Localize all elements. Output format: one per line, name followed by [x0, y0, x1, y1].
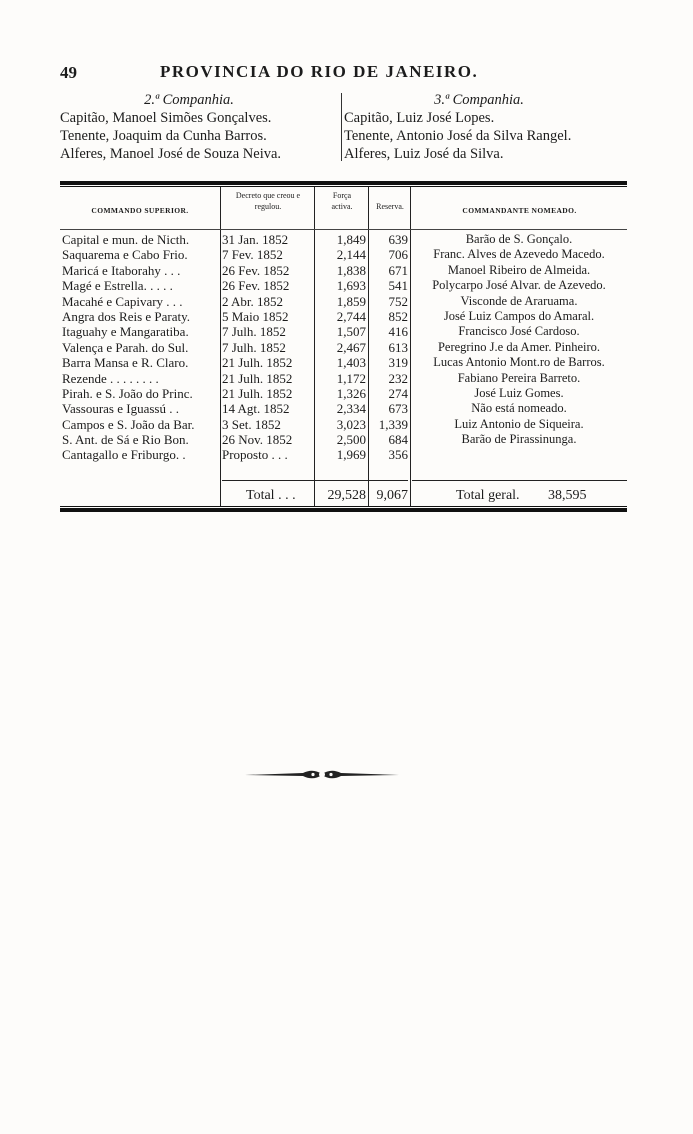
cell-commander: Polycarpo José Alvar. de Azevedo. — [432, 278, 606, 293]
cell-commander: José Luiz Gomes. — [474, 385, 564, 400]
cell-force: 1,172 — [336, 370, 366, 386]
cell-reserve: 752 — [388, 293, 408, 309]
grand-total-value: 38,595 — [548, 488, 587, 503]
header-commander: COMMANDANTE NOMEADO. — [462, 206, 577, 215]
cell-commander: Lucas Antonio Mont.ro de Barros. — [433, 355, 605, 370]
totals-rule — [222, 480, 408, 481]
cell-command: Campos e S. João da Bar. — [62, 416, 195, 432]
cell-reserve: 673 — [388, 401, 408, 417]
cell-force: 2,467 — [336, 339, 366, 355]
table-row — [60, 355, 627, 370]
table-grid — [60, 187, 627, 506]
total-force: 29,528 — [327, 488, 366, 503]
table-row — [60, 232, 627, 247]
table-row — [60, 294, 627, 309]
cell-commander: Franc. Alves de Azevedo Macedo. — [433, 247, 605, 262]
cell-force: 1,326 — [336, 385, 366, 401]
cell-commander: Manoel Ribeiro de Almeida. — [447, 262, 591, 277]
table-row — [60, 340, 627, 355]
table-row — [60, 432, 627, 447]
totals-rule — [412, 480, 627, 481]
cell-decree: 7 Fev. 1852 — [222, 247, 283, 263]
cell-commander: Barão de Pirassinunga. — [461, 432, 577, 447]
cell-force: 1,403 — [336, 355, 366, 371]
table-top-rule — [60, 181, 627, 185]
cell-command: Barra Mansa e R. Claro. — [62, 355, 189, 371]
cell-commander: Peregrino J.e da Amer. Pinheiro. — [437, 339, 601, 354]
cell-reserve: 319 — [388, 355, 408, 371]
cell-reserve: 613 — [388, 339, 408, 355]
cell-command: Rezende . . . . . . . . — [62, 370, 159, 386]
cell-command: Valença e Parah. do Sul. — [62, 339, 189, 355]
cell-decree: 31 Jan. 1852 — [222, 232, 289, 247]
cell-force: 1,859 — [336, 293, 366, 309]
cell-command: Pirah. e S. João do Princ. — [62, 385, 193, 401]
cell-reserve: 274 — [388, 385, 408, 401]
cell-decree: 21 Julh. 1852 — [222, 355, 293, 371]
cell-commander: Francisco José Cardoso. — [458, 324, 580, 339]
table-row — [60, 324, 627, 339]
cell-force: 2,334 — [336, 401, 366, 417]
cell-command: Angra dos Reis e Paraty. — [62, 308, 191, 324]
cell-reserve: 541 — [388, 278, 408, 294]
cell-reserve: 706 — [388, 247, 408, 263]
cell-commander: Não está nomeado. — [471, 401, 567, 416]
cell-reserve: 852 — [388, 308, 408, 324]
cell-command: Saquarema e Cabo Frio. — [62, 247, 188, 263]
cell-command: Itaguahy e Mangaratiba. — [62, 324, 189, 340]
table-row — [60, 447, 627, 462]
cell-command: Cantagallo e Friburgo. . — [62, 447, 186, 463]
cell-decree: 26 Fev. 1852 — [222, 278, 290, 294]
cell-force: 2,144 — [336, 247, 366, 263]
cell-command: Magé e Estrella. . . . . — [62, 278, 173, 294]
cell-reserve: 671 — [388, 262, 408, 278]
cell-decree: 3 Set. 1852 — [222, 416, 281, 432]
cell-force: 1,507 — [336, 324, 366, 340]
cell-reserve: 684 — [388, 432, 408, 448]
table-row — [60, 386, 627, 401]
cell-commander: Luiz Antonio de Siqueira. — [454, 416, 584, 431]
company-officer: Alferes, Luiz José da Silva. — [344, 146, 504, 162]
cell-decree: 7 Julh. 1852 — [222, 339, 286, 355]
cell-command: Macahé e Capivary . . . — [62, 293, 183, 309]
cell-decree: 21 Julh. 1852 — [222, 370, 293, 386]
cell-decree: 2 Abr. 1852 — [222, 293, 284, 309]
cell-force: 2,500 — [336, 432, 366, 448]
cell-decree: Proposto . . . — [222, 447, 288, 463]
company-officer: Capitão, Manoel Simões Gonçalves. — [60, 110, 272, 126]
cell-command: S. Ant. de Sá e Rio Bon. — [62, 432, 189, 448]
cell-force: 2,744 — [336, 308, 366, 324]
command-table — [60, 181, 627, 512]
header-rule — [60, 229, 627, 230]
cell-decree: 21 Julh. 1852 — [222, 385, 293, 401]
company-title: 2.ª Companhia. — [144, 92, 234, 108]
cell-reserve: 1,339 — [378, 416, 408, 432]
running-title: PROVINCIA DO RIO DE JANEIRO. — [160, 62, 479, 81]
cell-decree: 5 Maio 1852 — [222, 308, 289, 324]
ornament-divider-icon — [243, 764, 401, 784]
grand-total-label: Total geral. — [456, 488, 520, 503]
cell-force: 1,849 — [336, 232, 366, 247]
header-force: Força activa. — [331, 191, 353, 211]
cell-decree: 26 Nov. 1852 — [222, 432, 293, 448]
table-bottom-rule — [60, 508, 627, 512]
table-row — [60, 309, 627, 324]
companies-section — [60, 91, 630, 163]
column-divider — [341, 93, 342, 161]
company-2 — [60, 91, 338, 163]
cell-decree: 14 Agt. 1852 — [222, 401, 290, 417]
total-reserve: 9,067 — [376, 488, 408, 503]
cell-force: 1,969 — [336, 447, 366, 463]
company-3 — [344, 91, 634, 163]
table-row — [60, 401, 627, 416]
table-row — [60, 417, 627, 432]
header-command: COMMANDO SUPERIOR. — [91, 206, 189, 215]
cell-reserve: 416 — [388, 324, 408, 340]
cell-reserve: 639 — [388, 232, 408, 247]
table-row — [60, 371, 627, 386]
table-body — [60, 232, 627, 463]
cell-commander: Barão de S. Gonçalo. — [465, 232, 573, 246]
cell-decree: 26 Fev. 1852 — [222, 262, 290, 278]
company-officer: Alferes, Manoel José de Souza Neiva. — [60, 146, 282, 162]
company-title: 3.ª Companhia. — [434, 92, 524, 108]
header-decree: Decreto que creou e regulou. — [235, 191, 301, 211]
cell-commander: José Luiz Campos do Amaral. — [443, 308, 595, 323]
company-officer: Tenente, Joaquim da Cunha Barros. — [60, 128, 267, 144]
page-number: 49 — [60, 63, 77, 82]
header-reserve: Reserva. — [376, 202, 404, 211]
cell-command: Capital e mun. de Nicth. — [62, 232, 190, 247]
table-row — [60, 278, 627, 293]
cell-command: Vassouras e Iguassú . . — [62, 401, 179, 417]
cell-force: 3,023 — [336, 416, 366, 432]
total-label: Total . . . — [246, 488, 296, 503]
cell-commander: Visconde de Araruama. — [460, 293, 578, 308]
table-row — [60, 263, 627, 278]
cell-reserve: 356 — [388, 447, 408, 463]
company-officer: Tenente, Antonio José da Silva Rangel. — [344, 128, 572, 144]
table-bottom-rule-thin — [60, 506, 627, 507]
company-officer: Capitão, Luiz José Lopes. — [344, 110, 495, 126]
cell-command: Maricá e Itaborahy . . . — [62, 262, 181, 278]
cell-decree: 7 Julh. 1852 — [222, 324, 286, 340]
cell-commander: Fabiano Pereira Barreto. — [457, 370, 581, 385]
cell-force: 1,838 — [336, 262, 366, 278]
cell-force: 1,693 — [336, 278, 366, 294]
cell-reserve: 232 — [388, 370, 408, 386]
table-row — [60, 247, 627, 262]
